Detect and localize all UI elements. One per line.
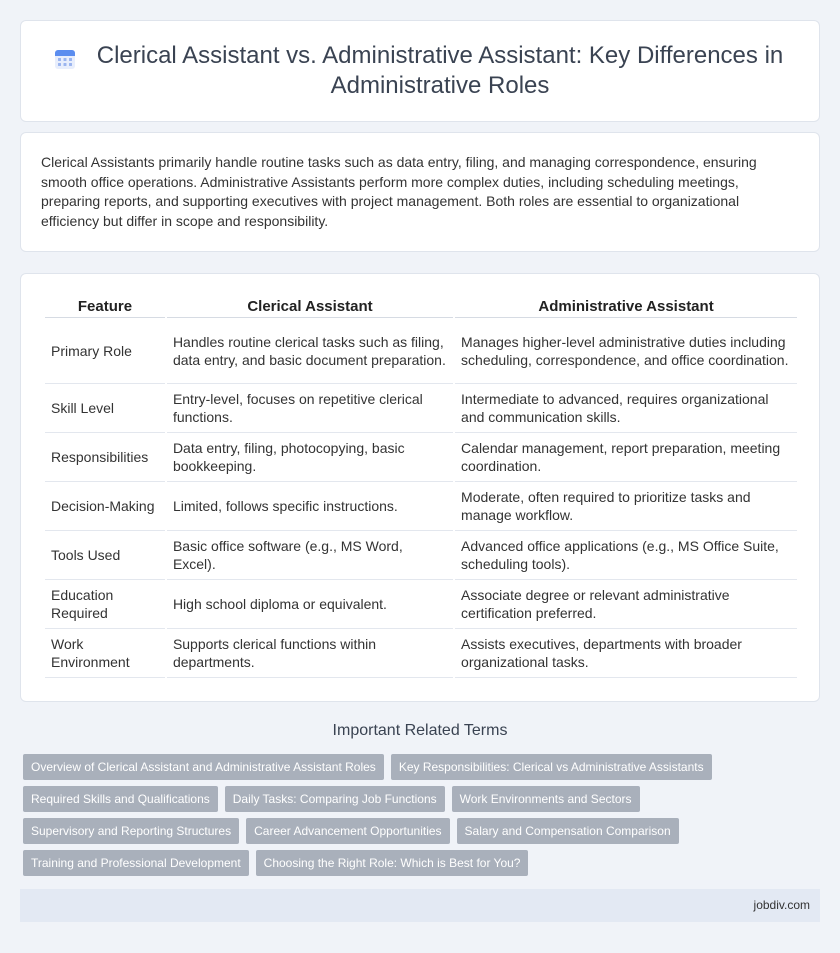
- title-card: [20, 20, 820, 122]
- intro-text: Clerical Assistants primarily handle routine tasks such as data entry, filing, and managing correspondence, ensuring smooth office operations. Administrative Assistants perform more complex duties, including scheduling meetings, preparing reports, and supporting executives with project management. Both roles are essential to organizational efficiency but differ in scope and responsibility.: [41, 154, 757, 229]
- row-feature: Decision-Making: [45, 482, 165, 531]
- table-row: [45, 433, 797, 482]
- row-administrative: Calendar management, report preparation, meeting coordination.: [455, 433, 797, 482]
- footer: [20, 889, 820, 922]
- row-feature: Skill Level: [45, 384, 165, 433]
- row-administrative: Moderate, often required to prioritize tasks and manage workflow.: [455, 482, 797, 531]
- tag-row: [23, 754, 823, 780]
- row-clerical: Entry-level, focuses on repetitive clerical functions.: [167, 384, 453, 433]
- related-term-tag[interactable]: Salary and Compensation Comparison: [457, 818, 679, 844]
- row-clerical: Data entry, filing, photocopying, basic bookkeeping.: [167, 433, 453, 482]
- related-term-tag[interactable]: Work Environments and Sectors: [452, 786, 640, 812]
- related-term-tag[interactable]: Training and Professional Development: [23, 850, 249, 876]
- table-row: [45, 482, 797, 531]
- table-header-row: [45, 294, 797, 318]
- related-term-tag[interactable]: Choosing the Right Role: Which is Best for You?: [256, 850, 529, 876]
- header-feature: Feature: [45, 294, 165, 318]
- row-clerical: High school diploma or equivalent.: [167, 580, 453, 629]
- table-row: [45, 384, 797, 433]
- row-feature: Tools Used: [45, 531, 165, 580]
- table-row: [45, 531, 797, 580]
- row-feature: Education Required: [45, 580, 165, 629]
- row-administrative: Manages higher-level administrative duties including scheduling, correspondence, and office coordination.: [455, 318, 797, 384]
- row-feature: Work Environment: [45, 629, 165, 678]
- related-term-tag[interactable]: Daily Tasks: Comparing Job Functions: [225, 786, 445, 812]
- related-term-tag[interactable]: Overview of Clerical Assistant and Administrative Assistant Roles: [23, 754, 384, 780]
- row-clerical: Handles routine clerical tasks such as filing, data entry, and basic document preparation.: [167, 318, 453, 384]
- table-row: [45, 318, 797, 384]
- calendar-icon: [53, 47, 77, 71]
- row-clerical: Basic office software (e.g., MS Word, Excel).: [167, 531, 453, 580]
- page-title: Clerical Assistant vs. Administrative Assistant: Key Differences in Administrative Roles: [96, 42, 784, 99]
- intro-card: [20, 132, 820, 252]
- related-term-tag[interactable]: Key Responsibilities: Clerical vs Administrative Assistants: [391, 754, 712, 780]
- footer-site-link[interactable]: jobdiv.com: [753, 898, 810, 912]
- comparison-table: [43, 294, 799, 678]
- row-administrative: Assists executives, departments with broader organizational tasks.: [455, 629, 797, 678]
- header-clerical: Clerical Assistant: [167, 294, 453, 318]
- tag-row: [23, 850, 823, 876]
- tag-row: [23, 786, 823, 812]
- row-administrative: Advanced office applications (e.g., MS Office Suite, scheduling tools).: [455, 531, 797, 580]
- row-clerical: Supports clerical functions within departments.: [167, 629, 453, 678]
- table-row: [45, 580, 797, 629]
- related-terms-title: Important Related Terms: [332, 722, 508, 739]
- related-term-tag[interactable]: Required Skills and Qualifications: [23, 786, 218, 812]
- tag-row: [23, 818, 823, 844]
- related-term-tag[interactable]: Supervisory and Reporting Structures: [23, 818, 239, 844]
- row-feature: Responsibilities: [45, 433, 165, 482]
- table-row: [45, 629, 797, 678]
- row-feature: Primary Role: [45, 318, 165, 384]
- related-term-tag[interactable]: Career Advancement Opportunities: [246, 818, 449, 844]
- header-administrative: Administrative Assistant: [455, 294, 797, 318]
- row-administrative: Associate degree or relevant administrative certification preferred.: [455, 580, 797, 629]
- row-clerical: Limited, follows specific instructions.: [167, 482, 453, 531]
- related-terms-tags: [23, 754, 823, 882]
- row-administrative: Intermediate to advanced, requires organizational and communication skills.: [455, 384, 797, 433]
- comparison-table-card: [20, 273, 820, 702]
